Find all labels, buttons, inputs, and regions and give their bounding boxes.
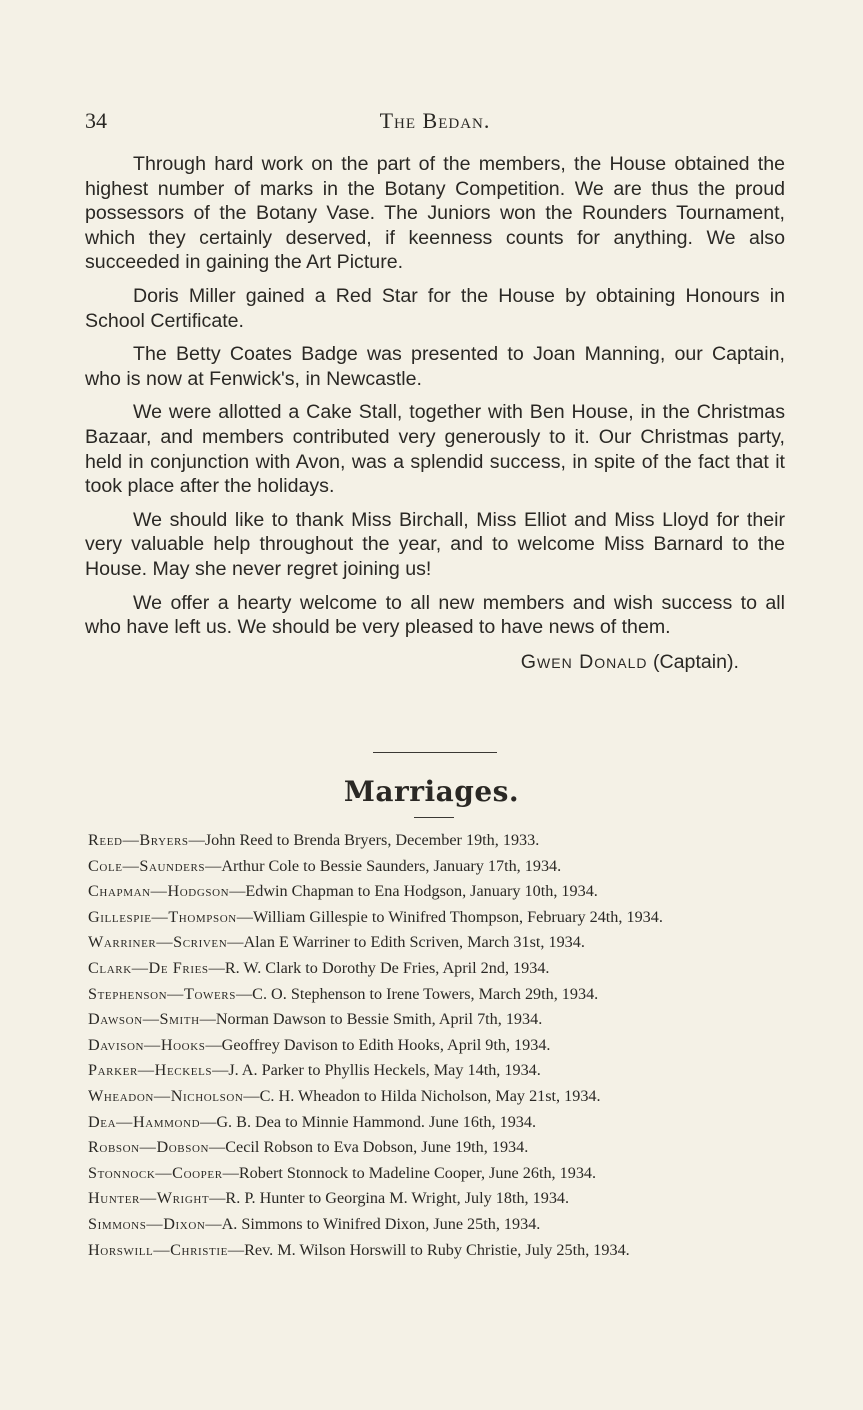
entry-text: —C. O. Stephenson to Irene Towers, March 29th, 1934. (235, 984, 599, 1003)
paragraph: We should like to thank Miss Birchall, Miss Elliot and Miss Lloyd for their very valuable help throughout the year, and to welcome Miss Barnard to the House. May she never regret joining us! (85, 508, 785, 580)
house-report (85, 152, 785, 675)
entry-text: —R. P. Hunter to Georgina M. Wright, July 18th, 1934. (209, 1189, 570, 1208)
entry-text: —G. B. Dea to Minnie Hammond. June 16th, 1934. (200, 1112, 537, 1131)
entry-names: Dea—Hammond (88, 1112, 201, 1131)
entry-text: —John Reed to Brenda Bryers, December 19th, 1933. (188, 831, 540, 849)
entry-text: —Geoffrey Davison to Edith Hooks, April 9th, 1934. (205, 1035, 551, 1054)
section-divider (373, 752, 497, 753)
entry-text: —Rev. M. Wilson Horswill to Ruby Christie, July 25th, 1934. (227, 1240, 630, 1259)
entry-names: Stonnock—Cooper (88, 1163, 223, 1182)
marriages-list (88, 830, 784, 1265)
list-item (88, 1009, 784, 1031)
entry-names: Robson—Dobson (88, 1138, 210, 1157)
page-header (85, 108, 785, 138)
page-number: 34 (85, 108, 107, 133)
entry-names: Clark—De Fries (88, 958, 209, 977)
list-item (88, 932, 784, 954)
section-heading: Marriages. (343, 775, 520, 808)
list-item (88, 1086, 784, 1108)
list-item (88, 1188, 784, 1210)
list-item (88, 907, 784, 929)
signature-role: (Captain). (652, 650, 739, 673)
entry-names: Parker—Heckels (88, 1061, 213, 1080)
entry-names: Dawson—Smith (88, 1010, 200, 1029)
entry-names: Reed—Bryers (88, 831, 189, 849)
entry-names: Simmons—Dixon (88, 1214, 206, 1233)
list-item (88, 984, 784, 1006)
signature-name: Gwen Donald (520, 650, 648, 673)
list-item (88, 1112, 784, 1134)
signature (85, 649, 785, 675)
list-item (88, 1035, 784, 1057)
entry-names: Gillespie—Thompson (88, 907, 237, 926)
entry-names: Warriner—Scriven (88, 933, 228, 952)
entry-names: Wheadon—Nicholson (88, 1086, 244, 1105)
entry-text: —C. H. Wheadon to Hilda Nicholson, May 21st, 1934. (243, 1086, 601, 1105)
entry-names: Hunter—Wright (88, 1189, 210, 1208)
list-item (88, 881, 784, 903)
paragraph: Doris Miller gained a Red Star for the House by obtaining Honours in School Certificate. (85, 284, 785, 332)
entry-text: —Cecil Robson to Eva Dobson, June 19th, 1934. (209, 1138, 529, 1157)
running-title: The Bedan. (379, 108, 491, 133)
paragraph: We offer a hearty welcome to all new members and wish success to all who have left us. We should be very pleased to have news of them. (85, 591, 785, 639)
entry-names: Stephenson—Towers (88, 984, 236, 1003)
entry-text: —Arthur Cole to Bessie Saunders, January 17th, 1934. (205, 856, 562, 875)
entry-text: —Norman Dawson to Bessie Smith, April 7th, 1934. (199, 1010, 543, 1029)
list-item (88, 856, 784, 878)
entry-names: Cole—Saunders (88, 856, 206, 875)
entry-text: —A. Simmons to Winifred Dixon, June 25th, 1934. (205, 1214, 541, 1233)
list-item (88, 830, 784, 852)
list-item (88, 1163, 784, 1185)
entry-text: —J. A. Parker to Phyllis Heckels, May 14th, 1934. (212, 1061, 541, 1080)
entry-text: —R. W. Clark to Dorothy De Fries, April 2nd, 1934. (208, 958, 550, 977)
entry-names: Horswill—Christie (88, 1240, 228, 1259)
paragraph: Through hard work on the part of the members, the House obtained the highest number of marks in the Botany Competition. We are thus the proud possessors of the Botany Vase. The Juniors won the Rounders Tournament, which they certainly deserved, if keenness counts for anything. We also succeeded in gaining the Art Picture. (85, 153, 785, 274)
entry-text: —Edwin Chapman to Ena Hodgson, January 10th, 1934. (229, 882, 598, 901)
heading-underline (414, 817, 454, 818)
entry-text: —Alan E Warriner to Edith Scriven, March 31st, 1934. (227, 933, 585, 952)
entry-names: Davison—Hooks (88, 1035, 206, 1054)
list-item (88, 958, 784, 980)
list-item (88, 1137, 784, 1159)
list-item (88, 1214, 784, 1236)
paragraph: We were allotted a Cake Stall, together with Ben House, in the Christmas Bazaar, and members contributed very generously to it. Our Christmas party, held in conjunction with Avon, was a splendid success, in spite of the fact that it took place after the holidays. (85, 401, 785, 498)
list-item (88, 1240, 784, 1262)
entry-names: Chapman—Hodgson (88, 882, 230, 901)
paragraph: The Betty Coates Badge was presented to Joan Manning, our Captain, who is now at Fenwick's, in Newcastle. (85, 343, 785, 390)
entry-text: —Robert Stonnock to Madeline Cooper, June 26th, 1934. (222, 1163, 597, 1182)
list-item (88, 1060, 784, 1082)
entry-text: —William Gillespie to Winifred Thompson, February 24th, 1934. (236, 907, 663, 926)
